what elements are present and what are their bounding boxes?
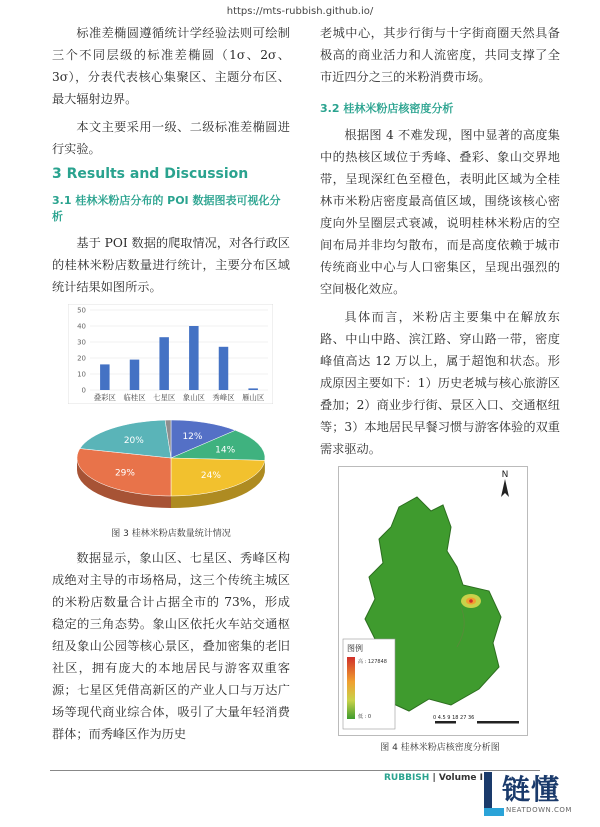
north-label: N	[501, 470, 509, 480]
bar	[159, 337, 168, 390]
paragraph: 根据图 4 不难发现，图中显著的高度集中的热核区域位于秀峰、叠彩、象山交界地带，呈现深红色至橙色，表明此区域为全桂林市米粉店密度最高值区域，围绕该核心密度向外呈圈层式衰减，说明桂林米粉店的空间布局并非均匀散布，而是高度依赖于城市传统商业中心与人口密集区，呈现出强烈的空间极化效应。	[320, 128, 560, 296]
y-tick-label: 0	[81, 386, 86, 395]
pie-label: 24%	[200, 471, 221, 482]
pie-label: 20%	[123, 435, 144, 446]
bar	[130, 360, 139, 390]
map-legend	[343, 639, 395, 729]
logo-text: 链懂	[502, 773, 561, 806]
y-tick-label: 40	[77, 322, 86, 331]
x-tick-label: 临桂区	[123, 393, 146, 402]
x-tick-label: 雁山区	[242, 393, 265, 402]
paragraph: 标准差椭圆遵循统计学经验法则可绘制三个不同层级的标准差椭圆（1σ、2σ、3σ），分表代表核心集聚区、主题分布区、最大辐射边界。	[52, 26, 290, 106]
scale-label: 0 4.5 9 18 27 36	[433, 715, 475, 721]
x-tick-label: 七星区	[153, 393, 176, 402]
paragraph: 数据显示，象山区、七星区、秀峰区构成绝对主导的市场格局，这三个传统主城区的米粉店数量合计占据全市的 73%，形成稳定的三角态势。象山区依托火车站交通枢纽及象山公园等核心景区，叠加密集的老旧社区，拥有庞大的本地居民与游客双重客源；七星区凭借高新区的产业人口与万达广场等现代商业综合体，吸引了大量年轻消费群体；而秀峰区作为历史	[52, 551, 290, 741]
pie-chart	[66, 410, 276, 522]
bar	[219, 347, 228, 390]
legend-title: 图例	[347, 644, 363, 653]
left-column	[52, 22, 290, 751]
logo-subtext: NEATDOWN.COM	[506, 806, 572, 814]
density-map-svg	[339, 467, 527, 735]
pie-chart-svg	[66, 410, 276, 522]
paragraph: 具体而言，米粉店主要集中在解放东路、中山中路、滨江路、穿山路一带，密度峰值高达 12 万以上，属于超饱和状态。形成原因主要如下：1）历史老城与核心旅游区叠加；2）商业步行街、景区入口、交通枢纽等；3）本地居民早餐习惯与游客体验的双重需求驱动。	[320, 310, 560, 456]
paragraph: 老城中心，其步行街与十字街商圈天然具备极高的商业活力和人流密度，共同支撑了全市近四分之三的米粉消费市场。	[320, 26, 560, 84]
y-tick-label: 20	[77, 354, 86, 363]
footer-journal	[384, 773, 483, 783]
y-tick-label: 10	[77, 370, 86, 379]
figure-caption: 图 3 桂林米粉店数量统计情况	[111, 529, 231, 539]
right-column	[320, 22, 560, 761]
paragraph: 本文主要采用一级、二级标准差椭圆进行实验。	[52, 120, 290, 156]
pie-label: 12%	[182, 432, 203, 443]
bar	[248, 388, 257, 390]
x-tick-label: 叠彩区	[93, 393, 116, 402]
y-tick-label: 50	[77, 306, 86, 315]
section-heading: 3 Results and Discussion	[52, 166, 249, 182]
footer-brand: RUBBISH	[384, 773, 430, 783]
bar-chart	[68, 304, 273, 404]
subsection-heading: 3.2 桂林米粉店核密度分析	[320, 102, 454, 115]
paragraph: 基于 POI 数据的爬取情况，对各行政区的桂林米粉店数量进行统计，主要分布区域统计结果如图所示。	[52, 236, 290, 294]
page-url[interactable]: https://mts-rubbish.github.io/	[226, 6, 374, 17]
y-tick-label: 30	[77, 338, 86, 347]
figure-caption: 图 4 桂林米粉店核密度分析图	[380, 743, 500, 753]
bar-chart-svg	[68, 304, 273, 404]
bar	[189, 326, 198, 390]
x-tick-label: 秀峰区	[212, 393, 235, 402]
x-tick-label: 象山区	[182, 393, 205, 402]
density-map	[338, 466, 528, 736]
pie-label: 14%	[215, 445, 236, 456]
subsection-heading: 3.1 桂林米粉店分布的 POI 数据图表可视化分析	[52, 194, 281, 223]
legend-low: 低 : 0	[358, 714, 372, 720]
pie-label: 29%	[114, 468, 135, 479]
watermark-logo	[480, 768, 590, 824]
bar	[100, 364, 109, 390]
footer-volume: | Volume I	[429, 773, 483, 783]
footer-divider	[50, 770, 540, 771]
legend-high: 高 : 127848	[358, 659, 387, 665]
